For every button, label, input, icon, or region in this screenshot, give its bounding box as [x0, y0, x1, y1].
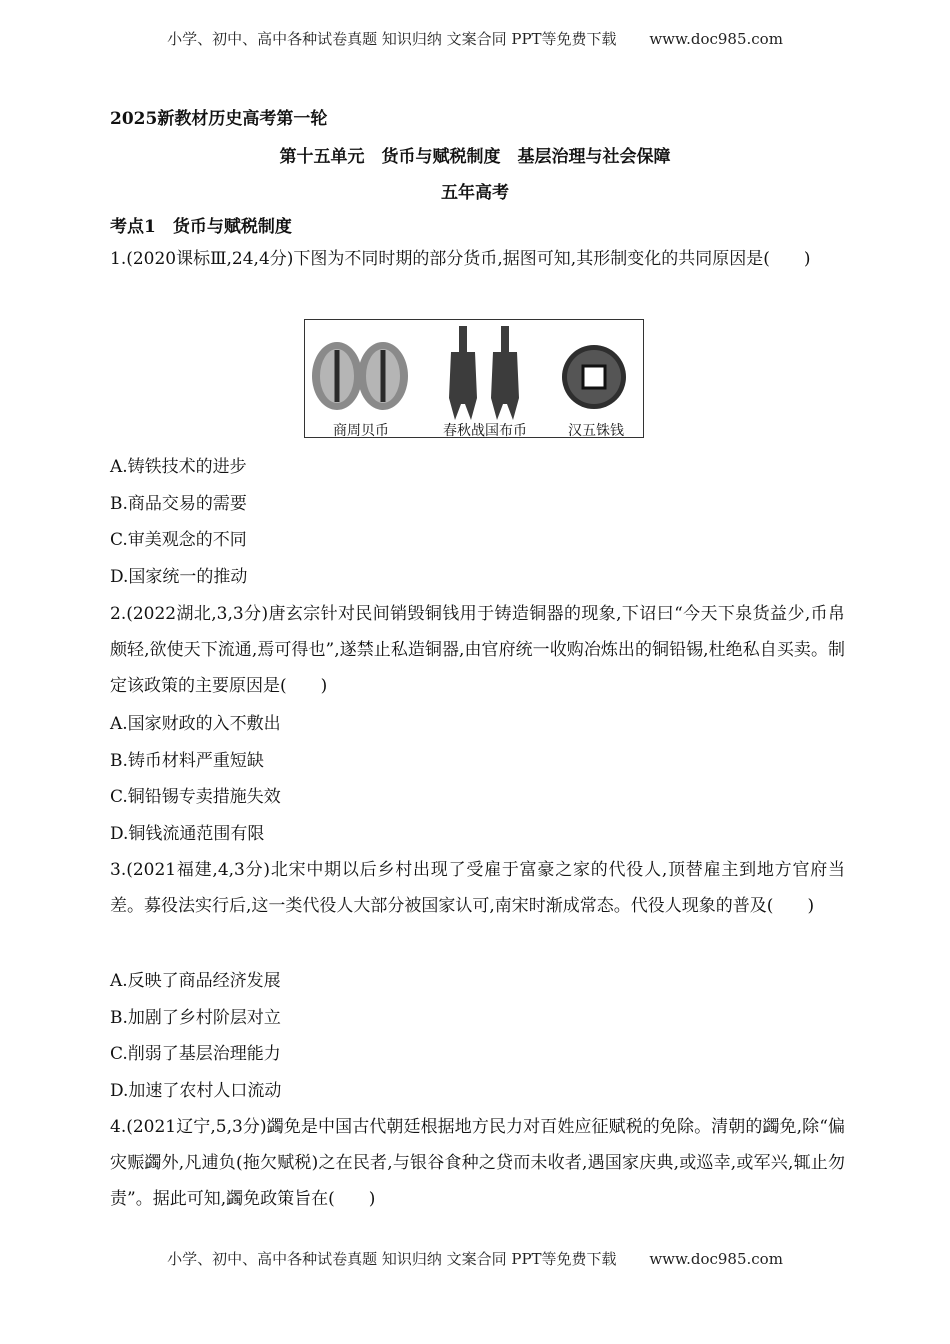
q1-option-c: C.审美观念的不同: [110, 530, 247, 550]
subtitle: 五年高考: [441, 183, 509, 203]
doc-title: 2025新教材历史高考第一轮: [110, 109, 328, 129]
q3-option-b: B.加剧了乡村阶层对立: [110, 1008, 281, 1028]
q3-option-c: C.削弱了基层治理能力: [110, 1044, 281, 1064]
caption-shell: 商周贝币: [333, 423, 389, 439]
wuzhu-coin-icon: [562, 345, 626, 409]
q1-option-d: D.国家统一的推动: [110, 567, 248, 587]
currency-illustration: [305, 320, 642, 436]
cowrie-shell-icon: [312, 342, 408, 410]
question-1-stem: 1.(2020课标Ⅲ,24,4分)下图为不同时期的部分货币,据图可知,其形制变化的共同原因是( ): [110, 249, 811, 269]
question-2-stem: 2.(2022湖北,3,3分)唐玄宗针对民间销毁铜钱用于铸造铜器的现象,下诏曰“今天下泉货益少,币帛颇轻,欲使天下流通,焉可得也”,遂禁止私造铜器,由官府统一收购冶炼出的铜铅锡,杜绝私自买卖。制定该政策的主要原因是( ): [110, 604, 845, 696]
q2-option-c: C.铜铅锡专卖措施失效: [110, 787, 281, 807]
q1-option-b: B.商品交易的需要: [110, 494, 247, 514]
header-text: 小学、初中、高中各种试卷真题 知识归纳 文案合同 PPT等免费下载: [167, 30, 617, 48]
header-site[interactable]: www.doc985.com: [649, 30, 783, 48]
question-4-stem: 4.(2021辽宁,5,3分)蠲免是中国古代朝廷根据地方民力对百姓应征赋税的免除。清朝的蠲免,除“偏灾赈蠲外,凡逋负(拖欠赋税)之在民者,与银谷食种之贷而未收者,遇国家庆典,或巡幸,或军兴,辄止勿责”。据此可知,蠲免政策旨在( ): [110, 1117, 845, 1209]
q2-option-a: A.国家财政的入不敷出: [110, 714, 281, 734]
caption-wuzhu: 汉五铢钱: [568, 423, 624, 439]
question-3-stem: 3.(2021福建,4,3分)北宋中期以后乡村出现了受雇于富豪之家的代役人,顶替雇主到地方官府当差。募役法实行后,这一类代役人大部分被国家认可,南宋时渐成常态。代役人现象的普及( ): [110, 860, 845, 916]
spade-coin-icon: [449, 326, 519, 420]
section-heading: 考点1 货币与赋税制度: [110, 217, 292, 237]
q2-option-b: B.铸币材料严重短缺: [110, 751, 264, 771]
currency-figure: [304, 319, 644, 438]
page-footer: [0, 1248, 950, 1269]
unit-title: 第十五单元 货币与赋税制度 基层治理与社会保障: [279, 147, 671, 167]
caption-spade: 春秋战国布币: [443, 423, 527, 439]
page-header: [0, 28, 950, 49]
footer-text: 小学、初中、高中各种试卷真题 知识归纳 文案合同 PPT等免费下载: [167, 1250, 617, 1268]
q2-option-d: D.铜钱流通范围有限: [110, 824, 265, 844]
q3-option-a: A.反映了商品经济发展: [110, 971, 281, 991]
q3-option-d: D.加速了农村人口流动: [110, 1081, 282, 1101]
footer-site[interactable]: www.doc985.com: [649, 1250, 783, 1268]
q1-option-a: A.铸铁技术的进步: [110, 457, 247, 477]
